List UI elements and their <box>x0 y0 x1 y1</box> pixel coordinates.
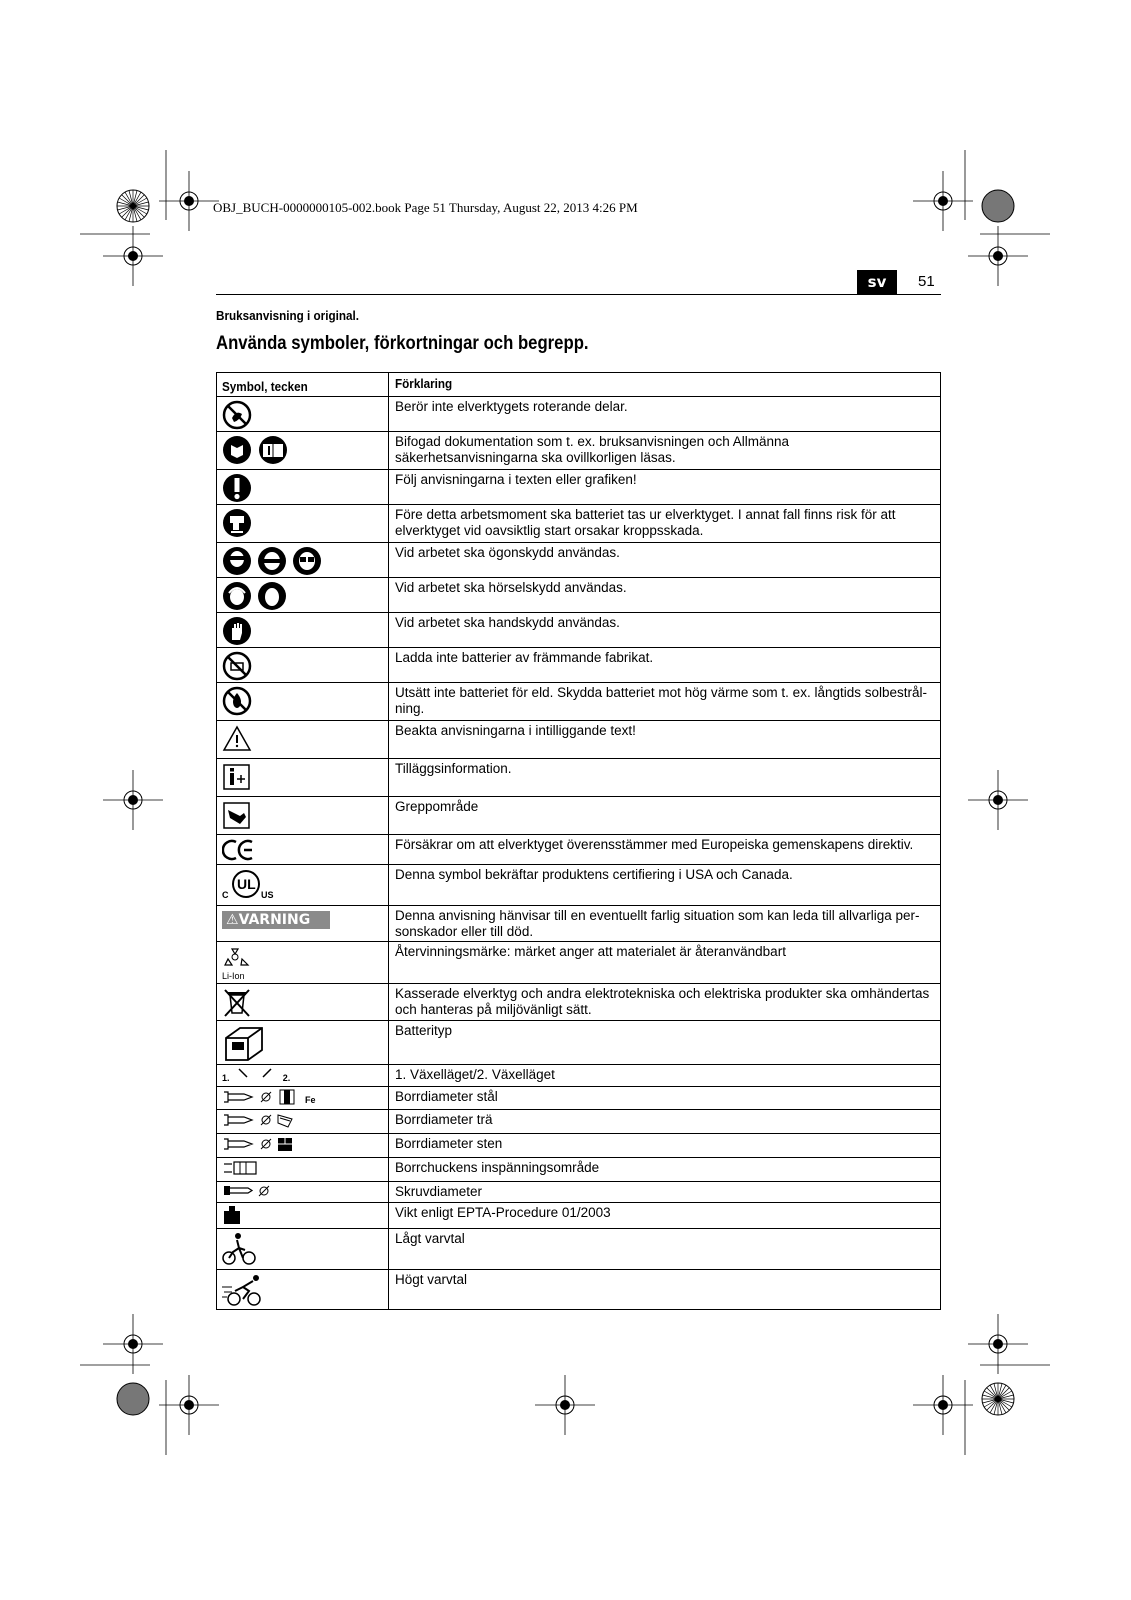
read-manual-icon <box>222 435 290 465</box>
battery-icon <box>222 1024 266 1064</box>
gear-label-1: 1. <box>222 1073 230 1083</box>
table-row <box>217 1203 941 1229</box>
table-row <box>217 397 941 432</box>
svg-text:UL: UL <box>237 876 256 892</box>
table-cell: Ladda inte batterier av främmande fabrikat. <box>389 648 941 683</box>
table-cell: Borrdiameter sten <box>389 1134 941 1158</box>
table-row <box>217 759 941 797</box>
table-row <box>217 1270 941 1310</box>
subtitle: Bruksanvisning i original. <box>216 308 360 323</box>
steel-fe-label: Fe <box>305 1095 316 1105</box>
drill-stone-icon <box>222 1135 302 1153</box>
cul-us-icon <box>222 868 278 902</box>
svg-text:US: US <box>261 890 274 900</box>
eye-protection-icon <box>222 546 322 576</box>
column-header-explanation: Förklaring <box>395 376 453 391</box>
table-cell: Tilläggsinformation. <box>389 759 941 797</box>
table-cell: Batterityp <box>389 1021 941 1065</box>
table-cell: Återvinningsmärke: märket anger att materialet är återanvändbart <box>389 942 941 984</box>
table-row <box>217 432 941 470</box>
table-cell: Kasserade elverktyg och andra elektrotekniska och elektriska produkter ska omhändertas och hanteras på miljövänligt sätt. <box>389 984 941 1021</box>
table-row <box>217 797 941 835</box>
table-cell: Greppområde <box>389 797 941 835</box>
table-row <box>217 1158 941 1182</box>
table-row <box>217 1087 941 1110</box>
varning-label-icon: ⚠VARNING <box>222 911 330 929</box>
info-plus-icon <box>222 762 252 792</box>
ce-mark-icon <box>222 838 256 862</box>
page-number: 51 <box>918 273 935 290</box>
table-cell: Högt varvtal <box>389 1270 941 1310</box>
table-row <box>217 683 941 721</box>
table-row <box>217 505 941 543</box>
remove-battery-icon <box>222 508 252 538</box>
table-row <box>217 578 941 613</box>
recycling-icon <box>222 945 254 971</box>
crossed-bin-icon <box>222 987 252 1019</box>
table-cell: Före detta arbetsmoment ska batteriet tas ur elverktyget. I annat fall finns risk för att elverktyget vid oavsiktlig start orsakar kroppsskada. <box>389 505 941 543</box>
symbols-table <box>216 372 941 1310</box>
table-row <box>217 1229 941 1270</box>
table-cell: Skruvdiameter <box>389 1182 941 1203</box>
table-cell: Berör inte elverktygets roterande delar. <box>389 397 941 432</box>
li-ion-label: Li-Ion <box>222 971 245 981</box>
table-row <box>217 1110 941 1134</box>
table-row <box>217 470 941 505</box>
gear-label-2: 2. <box>282 1073 291 1083</box>
gear-selector-icon <box>235 1066 275 1080</box>
no-foreign-battery-icon <box>222 651 252 681</box>
table-row <box>217 1065 941 1087</box>
high-speed-cyclist-icon <box>222 1273 262 1307</box>
header-rule <box>216 294 941 295</box>
no-touch-rotating-icon <box>222 400 252 430</box>
table-cell: Denna symbol bekräftar produktens certifiering i USA och Canada. <box>389 865 941 906</box>
column-header-symbol: Symbol, tecken <box>222 379 308 394</box>
table-cell: Vid arbetet ska handskydd användas. <box>389 613 941 648</box>
no-fire-icon <box>222 686 252 716</box>
chuck-range-icon <box>222 1159 262 1177</box>
table-row <box>217 984 941 1021</box>
low-speed-cyclist-icon <box>222 1232 256 1266</box>
table-row <box>217 1182 941 1203</box>
table-row <box>217 942 941 984</box>
svg-text:C: C <box>222 890 229 900</box>
table-cell: Borrdiameter stål <box>389 1087 941 1110</box>
table-row <box>217 613 941 648</box>
table-cell: Utsätt inte batteriet för eld. Skydda batteriet mot hög värme som t. ex. långtids solbestrål-ning. <box>389 683 941 721</box>
table-cell: Vid arbetet ska hörselskydd användas. <box>389 578 941 613</box>
drill-wood-icon <box>222 1111 302 1129</box>
drill-steel-icon <box>222 1088 302 1106</box>
table-cell: Beakta anvisningarna i intilliggande text! <box>389 721 941 759</box>
table-row <box>217 865 941 906</box>
table-cell: Denna anvisning hänvisar till en eventuellt farlig situation som kan leda till allvarliga per-sonskador eller till död. <box>389 906 941 942</box>
table-row <box>217 543 941 578</box>
exclamation-icon <box>222 473 252 503</box>
table-row <box>217 648 941 683</box>
grip-area-icon <box>222 800 252 830</box>
table-cell: Försäkrar om att elverktyget överensstämmer med Europeiska gemenskapens direktiv. <box>389 835 941 865</box>
table-row <box>217 1134 941 1158</box>
language-badge: sv <box>857 270 897 294</box>
weight-icon <box>222 1205 242 1225</box>
table-cell: Lågt varvtal <box>389 1229 941 1270</box>
table-cell: 1. Växelläget/2. Växelläget <box>389 1065 941 1087</box>
table-row <box>217 721 941 759</box>
gloves-icon <box>222 616 252 646</box>
table-cell: Bifogad dokumentation som t. ex. bruksanvisningen och Allmänna säkerhetsanvisningarna ska ovillkorligen läsas. <box>389 432 941 470</box>
page-title: Använda symboler, förkortningar och begrepp. <box>216 333 589 354</box>
table-header-row <box>217 373 941 397</box>
table-cell: Borrdiameter trä <box>389 1110 941 1134</box>
table-row <box>217 906 941 942</box>
warning-triangle-icon <box>222 724 252 752</box>
screw-diameter-icon <box>222 1183 274 1199</box>
table-row <box>217 835 941 865</box>
print-info: OBJ_BUCH-0000000105-002.book Page 51 Thursday, August 22, 2013 4:26 PM <box>213 200 638 215</box>
table-cell: Följ anvisningarna i texten eller grafiken! <box>389 470 941 505</box>
table-cell: Borrchuckens inspänningsområde <box>389 1158 941 1182</box>
ear-protection-icon <box>222 581 288 611</box>
table-cell: Vikt enligt EPTA-Procedure 01/2003 <box>389 1203 941 1229</box>
table-cell: Vid arbetet ska ögonskydd användas. <box>389 543 941 578</box>
table-row <box>217 1021 941 1065</box>
